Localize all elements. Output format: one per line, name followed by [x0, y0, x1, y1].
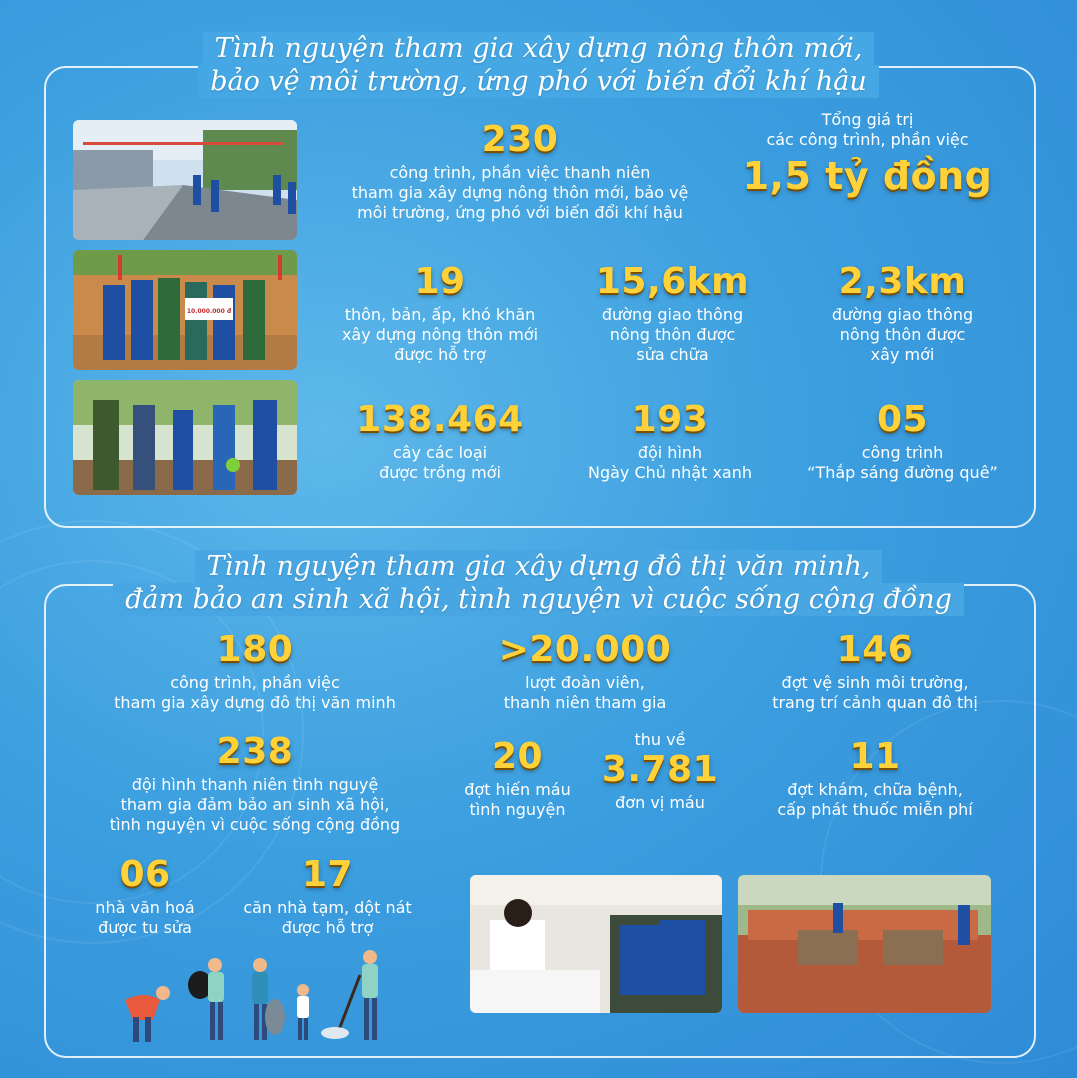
- stat-146-cleanups: [740, 630, 1010, 713]
- stat-description-line: đơn vị máu: [615, 793, 705, 812]
- stat-description-line: công trình, phần việc thanh niên: [389, 163, 651, 182]
- stat-value: 3.781: [601, 749, 719, 790]
- photo-donation-ceremony: [73, 250, 297, 370]
- stat-17-houses: [225, 855, 430, 938]
- stat-description: [75, 673, 435, 713]
- stat-description-line: đợt hiến máu: [464, 780, 571, 799]
- stat-description-line: được trồng mới: [379, 463, 501, 482]
- stat-3781-blood-units: [590, 730, 730, 813]
- stat-description: [790, 443, 1015, 483]
- stat-description-line: cấp phát thuốc miễn phí: [777, 800, 973, 819]
- stat-description-line: đội hình: [637, 443, 703, 462]
- stat-description: [740, 780, 1010, 820]
- stat-value: 06: [119, 854, 171, 895]
- stat-description-line: nông thôn được: [609, 325, 736, 344]
- stat-value: 19: [414, 261, 466, 302]
- total-label: [735, 110, 1000, 150]
- stat-description: [570, 305, 775, 365]
- volunteer-figure-1: [125, 986, 170, 1042]
- stat-description: [795, 305, 1010, 365]
- stat-description-line: xây mới: [870, 345, 935, 364]
- stat-description-line: nông thôn được: [839, 325, 966, 344]
- stat-description-line: tham gia xây dựng đô thị văn minh: [114, 693, 396, 712]
- stat-value: 17: [301, 854, 354, 895]
- stat-description: [225, 898, 430, 938]
- stat-description-line: “Thắp sáng đường quê”: [807, 463, 998, 482]
- stat-description-line: được tu sửa: [98, 918, 192, 937]
- stat-description-line: tham gia đảm bảo an sinh xã hội,: [120, 795, 390, 814]
- stat-20000-participants: [470, 630, 700, 713]
- stat-description-line: công trình: [861, 443, 944, 462]
- stat-value: 193: [631, 399, 709, 440]
- section2-heading-line2: đảm bảo an sinh xã hội, tình nguyện vì cuộc sống cộng đồng: [113, 583, 964, 616]
- stat-value: 230: [481, 119, 559, 160]
- stat-description-line: sửa chữa: [636, 345, 709, 364]
- stat-value: 2,3km: [838, 261, 967, 302]
- stat-value: 138.464: [356, 399, 524, 440]
- stat-description-line: tham gia xây dựng nông thôn mới, bảo vệ: [351, 183, 689, 202]
- stat-description-line: công trình, phần việc: [170, 673, 340, 692]
- stat-06-cultural-houses: [75, 855, 215, 938]
- stat-description-line: thanh niên tham gia: [503, 693, 667, 712]
- stat-description: [565, 443, 775, 483]
- volunteer-figure-4: [297, 984, 309, 1040]
- total-value-block: [735, 110, 1000, 196]
- stat-description-line: thôn, bản, ấp, khó khăn: [344, 305, 536, 324]
- stat-description-line: được hỗ trợ: [281, 918, 374, 937]
- stat-230-works: [310, 120, 730, 223]
- stat-description-line: nhà văn hoá: [95, 898, 195, 917]
- donation-board-text: 10.000.000 đ: [186, 308, 232, 315]
- stat-description: [75, 898, 215, 938]
- stat-2-3km-new: [795, 262, 1010, 365]
- blood-donation-scene: [470, 875, 722, 1013]
- stat-description-line: cây các loại: [392, 443, 488, 462]
- stat-description-line: căn nhà tạm, dột nát: [243, 898, 412, 917]
- section2-heading-line1: Tình nguyện tham gia xây dựng đô thị văn minh,: [195, 550, 883, 583]
- stat-prefix: thu về: [634, 730, 686, 749]
- stat-15-6km-repaired: [570, 262, 775, 365]
- stat-description-line: đợt vệ sinh môi trường,: [781, 673, 969, 692]
- stat-description-line: trang trí cảnh quan đô thị: [772, 693, 978, 712]
- volunteers-cleanup-illustration: [115, 945, 400, 1045]
- photo-house-construction: [738, 875, 991, 1013]
- stat-description-line: tình nguyện: [469, 800, 566, 819]
- total-label-line: các công trình, phần việc: [766, 130, 969, 149]
- stat-description-line: tình nguyện vì cuộc sống cộng đồng: [109, 815, 401, 834]
- stat-value: 238: [216, 731, 294, 772]
- total-label-line: Tổng giá trị: [821, 110, 914, 129]
- house-construction-scene: [738, 875, 991, 1013]
- stat-value: 05: [876, 399, 929, 440]
- stat-19-villages: [315, 262, 565, 365]
- stat-description-line: lượt đoàn viên,: [525, 673, 645, 692]
- section1-heading-line1: Tình nguyện tham gia xây dựng nông thôn mới,: [203, 32, 875, 65]
- stat-value: >20.000: [498, 629, 672, 670]
- stat-11-health-camps: [740, 737, 1010, 820]
- stat-description-line: Ngày Chủ nhật xanh: [587, 463, 753, 482]
- stat-description: [310, 163, 730, 223]
- stat-description: [315, 305, 565, 365]
- stat-193-teams: [565, 400, 775, 483]
- stat-20-blood-drives: [445, 737, 590, 820]
- stat-description: [740, 673, 1010, 713]
- volunteer-figure-3: [252, 958, 285, 1040]
- stat-180-works: [75, 630, 435, 713]
- section1-heading: [0, 32, 1077, 98]
- stat-description: [75, 775, 435, 835]
- total-value: 1,5 tỷ đồng: [742, 154, 993, 198]
- tree-planting-scene: [73, 380, 297, 495]
- stat-value: 11: [849, 736, 901, 777]
- stat-description-line: được hỗ trợ: [394, 345, 486, 364]
- photo-tree-planting: [73, 380, 297, 495]
- stat-description: [590, 793, 730, 813]
- section1-heading-line2: bảo vệ môi trường, ứng phó với biến đổi khí hậu: [198, 65, 879, 98]
- photo-street-cleanup: [73, 120, 297, 240]
- stat-description-line: xây dựng nông thôn mới: [341, 325, 539, 344]
- street-cleanup-scene: [73, 120, 297, 240]
- stat-description: [470, 673, 700, 713]
- volunteer-figure-5: [321, 950, 378, 1040]
- stat-description-line: đường giao thông: [831, 305, 974, 324]
- stat-description-line: đội hình thanh niên tình nguyệ: [131, 775, 379, 794]
- section2-heading: [0, 550, 1077, 616]
- stat-value: 180: [216, 629, 294, 670]
- volunteer-figure-2: [188, 958, 224, 1040]
- stat-description-line: đường giao thông: [601, 305, 744, 324]
- stat-238-teams: [75, 732, 435, 835]
- stat-description-line: môi trường, ứng phó với biến đổi khí hậu: [357, 203, 683, 222]
- stat-value: 15,6km: [595, 261, 750, 302]
- stat-05-lighting: [790, 400, 1015, 483]
- stat-value: 146: [836, 629, 914, 670]
- stat-description: [325, 443, 555, 483]
- stat-description: [445, 780, 590, 820]
- stat-value: 20: [491, 736, 544, 777]
- stat-description-line: đợt khám, chữa bệnh,: [787, 780, 963, 799]
- photo-blood-donation: [470, 875, 722, 1013]
- stat-138464-trees: [325, 400, 555, 483]
